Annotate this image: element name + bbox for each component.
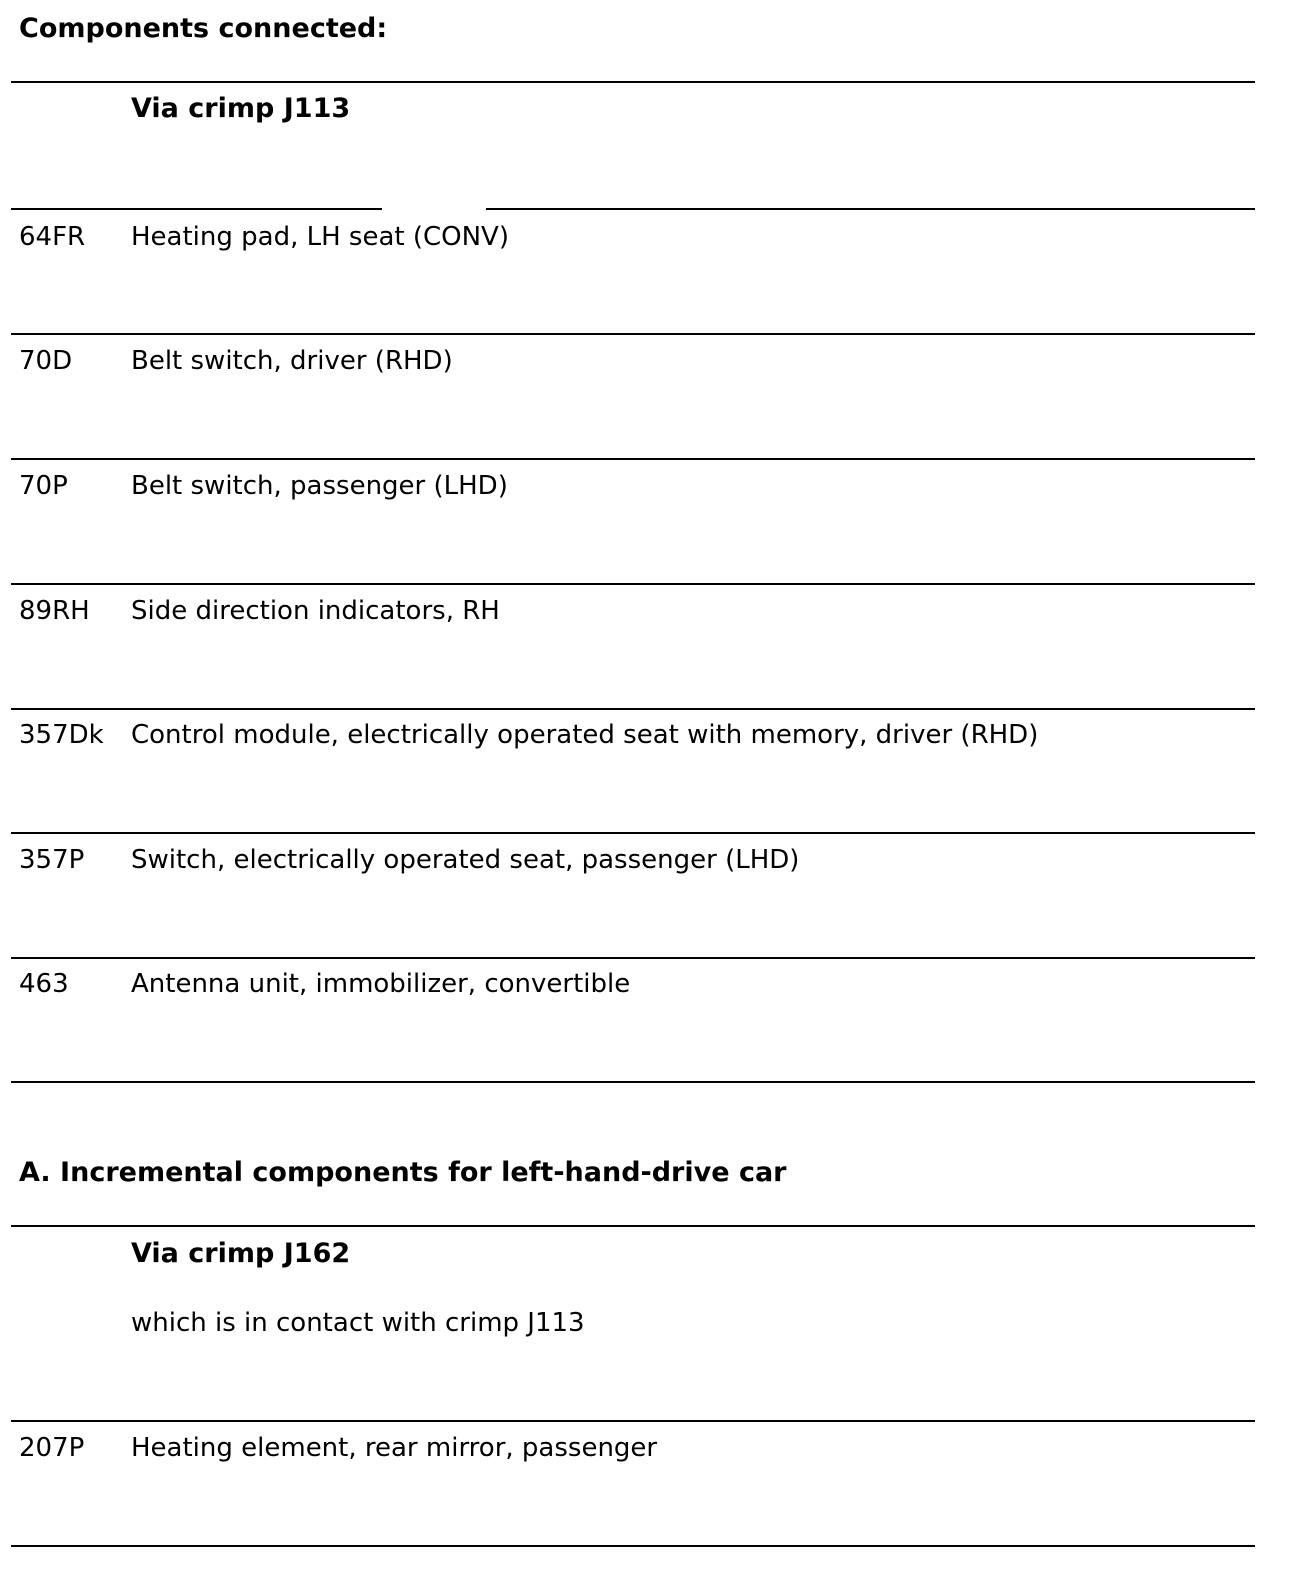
component-description: Belt switch, driver (RHD): [131, 346, 453, 376]
component-code: 70P: [19, 471, 68, 501]
component-code: 357P: [19, 845, 85, 875]
crimp-contact-note: which is in contact with crimp J113: [131, 1308, 585, 1338]
component-description: Antenna unit, immobilizer, convertible: [131, 969, 631, 999]
component-description: Heating pad, LH seat (CONV): [131, 222, 509, 252]
divider: [11, 333, 1255, 335]
section-title-components-connected: Components connected:: [19, 13, 388, 44]
component-description: Belt switch, passenger (LHD): [131, 471, 508, 501]
component-code: 463: [19, 969, 69, 999]
divider: [11, 583, 1255, 585]
component-description: Switch, electrically operated seat, passenger (LHD): [131, 845, 800, 875]
component-code: 64FR: [19, 222, 86, 252]
divider: [11, 832, 1255, 834]
component-code: 357Dk: [19, 720, 104, 750]
component-description: Side direction indicators, RH: [131, 596, 500, 626]
divider: [11, 708, 1255, 710]
via-crimp-label: Via crimp J162: [131, 1238, 351, 1269]
component-description: Control module, electrically operated seat with memory, driver (RHD): [131, 720, 1039, 750]
divider: [11, 1545, 1255, 1547]
component-code: 70D: [19, 346, 73, 376]
section-title-incremental-components: A. Incremental components for left-hand-drive car: [19, 1157, 787, 1188]
divider: [11, 1081, 1255, 1083]
divider: [11, 957, 1255, 959]
divider: [11, 208, 1255, 210]
divider: [11, 81, 1255, 83]
component-code: 89RH: [19, 596, 90, 626]
divider: [11, 1225, 1255, 1227]
component-code: 207P: [19, 1433, 85, 1463]
component-description: Heating element, rear mirror, passenger: [131, 1433, 658, 1463]
divider: [11, 1420, 1255, 1422]
divider: [11, 458, 1255, 460]
via-crimp-label: Via crimp J113: [131, 93, 351, 124]
